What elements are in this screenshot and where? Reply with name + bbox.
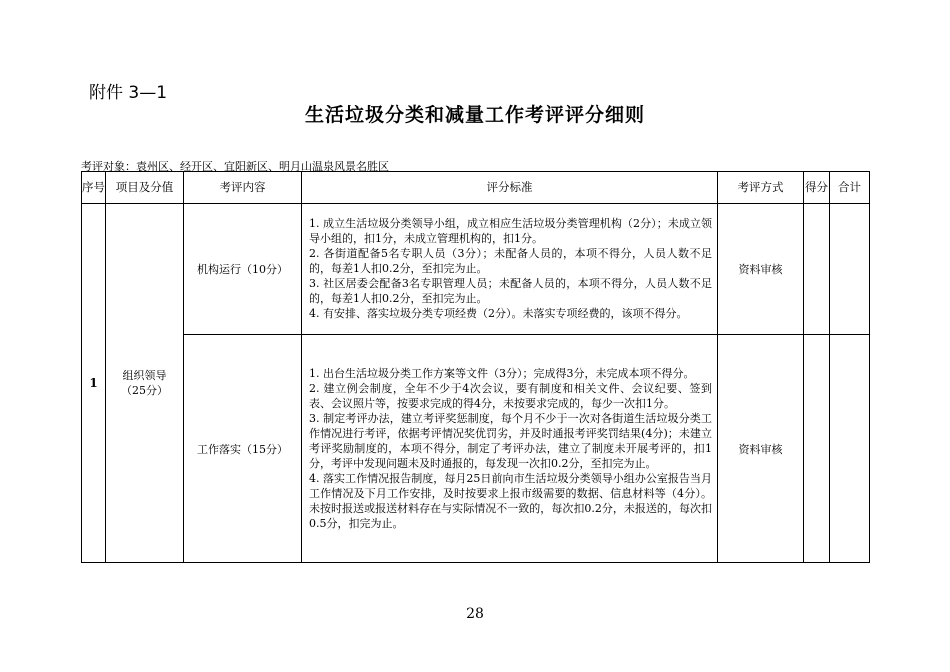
score-cell (804, 335, 830, 563)
criteria-line: 1. 成立生活垃圾分类领导小组，成立相应生活垃圾分类管理机构（2分）；未成立领导小组的，扣1分，未成立管理机构的，扣1分。 (309, 217, 712, 245)
table-row (82, 335, 870, 563)
score-cell (804, 204, 830, 335)
column-header-item: 项目及分值 (106, 172, 184, 204)
method-cell: 资料审核 (718, 335, 804, 563)
criteria-line: 2. 建立例会制度，全年不少于4次会议，要有制度和相关文件、会议纪要、签到表、会议照片等，按要求完成的得4分，未按要求完成的，每少一次扣1分。 (309, 381, 712, 410)
table-row (82, 204, 870, 335)
item-cell: 组织领导（25分） (106, 204, 184, 563)
criteria-line: 4. 落实工作情况报告制度，每月25日前向市生活垃圾分类领导小组办公室报告当月工作情况及下月工作安排，及时按要求上报市级需要的数据、信息材料等（4分）。未按时报送或报送材料存在与实际情况不一致的，每次扣0.2分，未报送的，每次扣0.5分，扣完为止。 (309, 471, 712, 530)
seq-cell: 1 (82, 204, 106, 563)
column-header-content: 考评内容 (184, 172, 302, 204)
criteria-line: 4. 有安排、落实垃圾分类专项经费（2分）。未落实专项经费的，该项不得分。 (309, 307, 688, 320)
table-header-row (82, 172, 870, 204)
method-cell: 资料审核 (718, 204, 804, 335)
criteria-line: 1. 出台生活垃圾分类工作方案等文件（3分）；完成得3分，未完成本项不得分。 (309, 366, 695, 380)
content-cell: 工作落实（15分） (184, 335, 302, 563)
criteria-cell (302, 335, 718, 563)
total-cell (830, 335, 870, 563)
column-header-criteria: 评分标准 (302, 172, 718, 204)
column-header-seq: 序号 (82, 172, 106, 204)
column-header-method: 考评方式 (718, 172, 804, 204)
criteria-line: 3. 制定考评办法，建立考评奖惩制度，每个月不少于一次对各街道生活垃圾分类工作情况进行考评，依据考评情况奖优罚劣，并及时通报考评奖罚结果(4分)；未建立考评奖励制度的，本项不得分，制定了考评办法，建立了制度未开展考评的，扣1分，考评中发现问题未及时通报的，每发现一次扣0.2分，至扣完为止。 (309, 411, 712, 470)
content-cell: 机构运行（10分） (184, 204, 302, 335)
scoring-table (81, 171, 870, 563)
criteria-cell (302, 204, 718, 335)
document-title: 生活垃圾分类和减量工作考评评分细则 (304, 104, 645, 126)
page-number: 28 (466, 606, 484, 622)
criteria-line: 3. 社区居委会配备3名专职管理人员；未配备人员的，本项不得分，人员人数不足的，每差1人扣0.2分，至扣完为止。 (309, 277, 712, 305)
criteria-line: 2. 各街道配备5名专职人员（3分）；未配备人员的，本项不得分，人员人数不足的，每差1人扣0.2分，至扣完为止。 (309, 247, 712, 275)
attachment-label: 附件 3—1 (89, 83, 168, 103)
column-header-score: 得分 (804, 172, 830, 204)
column-header-total: 合计 (830, 172, 870, 204)
evaluation-target: 考评对象：袁州区、经开区、宜阳新区、明月山温泉风景名胜区 (81, 160, 389, 173)
total-cell (830, 204, 870, 335)
